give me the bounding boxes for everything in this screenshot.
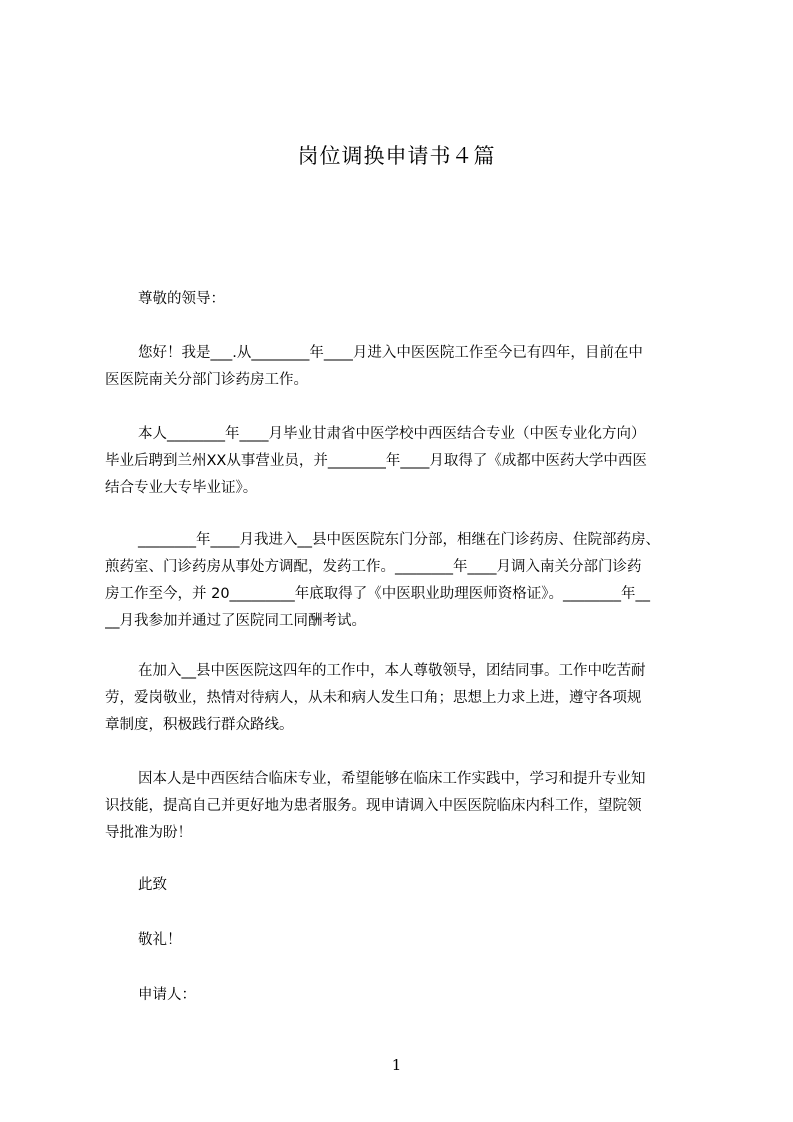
paragraph-line: 劳，爱岗敬业，热情对待病人，从未和病人发生口角；思想上力求上进，遵守各项规	[105, 690, 642, 706]
paragraph-1	[105, 340, 698, 394]
paragraph-line: __月我参加并通过了医院同工同酬考试。	[105, 613, 366, 629]
paragraph-5	[105, 766, 698, 847]
signature-label: 申请人：	[138, 987, 196, 1003]
signature	[105, 982, 698, 1009]
paragraph-line: 结合专业大专毕业证》。	[105, 480, 258, 496]
paragraph-line: 章制度，积极践行群众路线。	[105, 717, 294, 733]
closing-regards	[105, 927, 698, 954]
page-number: 1	[391, 1056, 402, 1074]
paragraph-line: 您好！我是___.从________年____月进入中医医院工作至今已有四年，目前在中	[138, 345, 643, 361]
paragraph-line: 煎药室、门诊药房从事处方调配，发药工作。________年____月调入南关分部门诊药	[105, 559, 642, 575]
salutation	[105, 286, 698, 313]
salutation-text: 尊敬的领导：	[138, 291, 225, 307]
closing-salute	[105, 872, 698, 899]
paragraph-line: ________年____月我进入__县中医医院东门分部，相继在门诊药房、住院部药房、	[138, 532, 660, 548]
paragraph-line: 在加入__县中医医院这四年的工作中，本人尊敬领导，团结同事。工作中吃苦耐	[138, 663, 646, 679]
paragraph-line: 因本人是中西医结合临床专业，希望能够在临床工作实践中，学习和提升专业知	[138, 771, 646, 787]
paragraph-line: 本人________年____月毕业甘肃省中医学校中西医结合专业（中医专业化方向）	[138, 426, 646, 442]
paragraph-line: 房工作至今，并 20_________年底取得了《中医职业助理医师资格证》。________年__	[105, 586, 651, 602]
paragraph-2	[105, 421, 698, 502]
closing-regards-text: 敬礼！	[138, 932, 182, 948]
paragraph-line: 导批准为盼！	[105, 825, 192, 841]
paragraph-line: 识技能，提高自己并更好地为患者服务。现申请调入中医医院临床内科工作，望院领	[105, 798, 642, 814]
paragraph-line: 医医院南关分部门诊药房工作。	[105, 372, 308, 388]
document-title: 岗位调换申请书４篇	[297, 144, 496, 168]
paragraph-4	[105, 658, 698, 739]
paragraph-line: 毕业后聘到兰州XX从事营业员，并________年____月取得了《成都中医药大学中西医	[105, 453, 647, 469]
paragraph-3	[105, 527, 698, 635]
closing-salute-text: 此致	[138, 877, 167, 893]
